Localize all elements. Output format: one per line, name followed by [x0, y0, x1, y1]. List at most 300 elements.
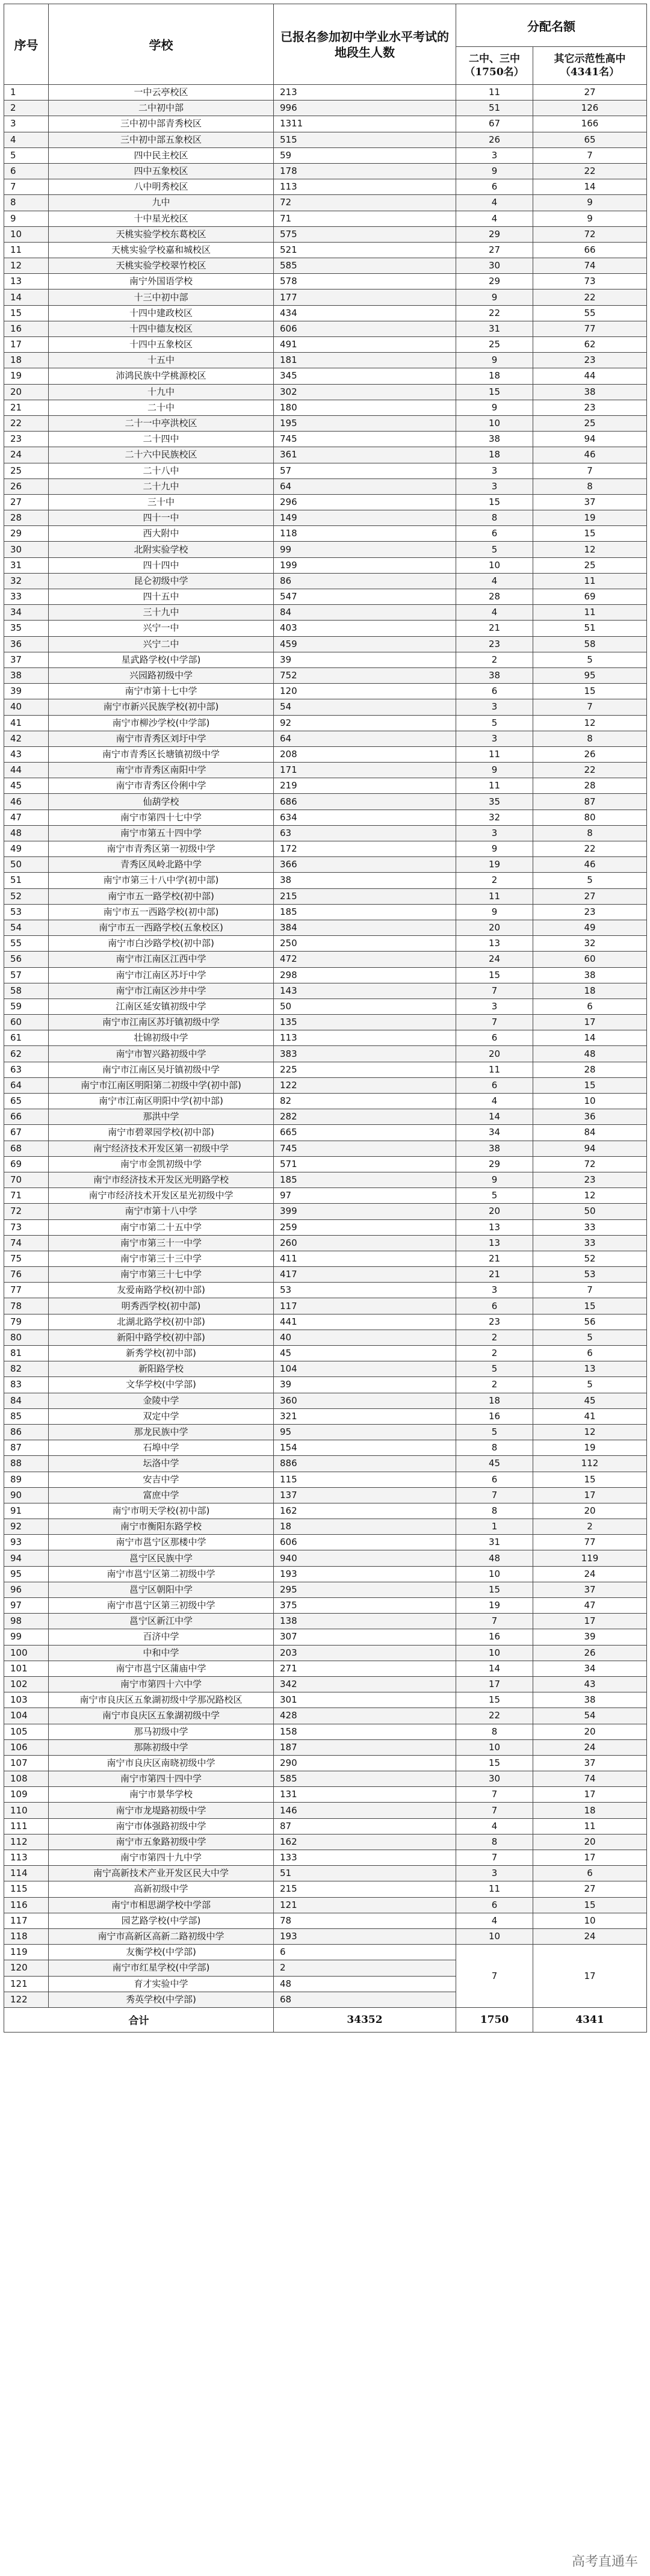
row-registered: 491 — [274, 337, 456, 353]
row-quota-b: 65 — [533, 132, 647, 147]
row-index: 35 — [4, 621, 49, 636]
row-registered: 181 — [274, 353, 456, 368]
row-quota-a: 67 — [456, 116, 533, 132]
row-quota-a: 27 — [456, 242, 533, 258]
table-row — [4, 605, 647, 621]
row-quota-a: 38 — [456, 432, 533, 447]
row-quota-a: 13 — [456, 1235, 533, 1251]
table-row — [4, 1661, 647, 1676]
row-quota-b: 69 — [533, 589, 647, 605]
row-quota-a: 32 — [456, 810, 533, 825]
row-registered: 71 — [274, 211, 456, 226]
row-registered: 113 — [274, 179, 456, 195]
row-index: 89 — [4, 1472, 49, 1487]
table-row — [4, 179, 647, 195]
row-index: 107 — [4, 1755, 49, 1771]
row-index: 1 — [4, 85, 49, 101]
table-row — [4, 1897, 647, 1913]
table-row — [4, 1361, 647, 1377]
row-index: 22 — [4, 415, 49, 431]
row-index: 49 — [4, 841, 49, 857]
row-registered: 171 — [274, 763, 456, 778]
row-index: 9 — [4, 211, 49, 226]
row-school: 育才实验中学 — [49, 1976, 274, 1992]
row-school: 南宁市青秀区长塘镇初级中学 — [49, 746, 274, 762]
allocation-table — [4, 4, 647, 2033]
table-row — [4, 1771, 647, 1787]
row-registered: 45 — [274, 1346, 456, 1361]
row-quota-a: 4 — [456, 1913, 533, 1928]
row-quota-a: 30 — [456, 1771, 533, 1787]
row-quota-a: 15 — [456, 384, 533, 400]
row-quota-a: 8 — [456, 510, 533, 526]
table-row — [4, 1440, 647, 1456]
row-quota-b: 46 — [533, 857, 647, 873]
row-registered: 193 — [274, 1566, 456, 1582]
row-quota-a: 9 — [456, 1172, 533, 1187]
table-row — [4, 1219, 647, 1235]
row-school: 南宁市江南区明阳中学(初中部) — [49, 1094, 274, 1109]
row-school: 三中初中部青秀校区 — [49, 116, 274, 132]
row-school: 北湖北路学校(初中部) — [49, 1314, 274, 1330]
row-quota-b: 48 — [533, 1046, 647, 1062]
table-row — [4, 1456, 647, 1472]
row-quota-b: 28 — [533, 778, 647, 794]
row-school: 南宁市第三十三中学 — [49, 1251, 274, 1266]
row-school: 壮锦初级中学 — [49, 1030, 274, 1046]
row-registered: 434 — [274, 305, 456, 321]
table-row — [4, 794, 647, 810]
table-row — [4, 825, 647, 841]
row-quota-b: 15 — [533, 1298, 647, 1314]
row-quota-b: 18 — [533, 983, 647, 999]
row-quota-a: 4 — [456, 211, 533, 226]
row-quota-a: 2 — [456, 1346, 533, 1361]
row-index: 86 — [4, 1424, 49, 1440]
row-registered: 38 — [274, 873, 456, 888]
row-index: 113 — [4, 1850, 49, 1866]
table-row — [4, 1550, 647, 1566]
row-index: 75 — [4, 1251, 49, 1266]
row-school: 南宁市邕宁区那楼中学 — [49, 1535, 274, 1550]
row-quota-a: 1 — [456, 1519, 533, 1535]
row-quota-a: 7 — [456, 983, 533, 999]
row-registered: 97 — [274, 1188, 456, 1204]
total-label: 合计 — [4, 2007, 274, 2032]
total-quota-a: 1750 — [456, 2007, 533, 2032]
table-row — [4, 1109, 647, 1125]
row-index: 50 — [4, 857, 49, 873]
row-school: 南宁市第三十八中学(初中部) — [49, 873, 274, 888]
row-index: 98 — [4, 1614, 49, 1629]
row-index: 25 — [4, 463, 49, 478]
row-index: 122 — [4, 1992, 49, 2007]
row-school: 南宁市金凯初级中学 — [49, 1156, 274, 1172]
row-index: 15 — [4, 305, 49, 321]
row-registered: 118 — [274, 526, 456, 542]
row-quota-a: 9 — [456, 763, 533, 778]
row-quota-b: 22 — [533, 163, 647, 179]
row-school: 邕宁区朝阳中学 — [49, 1582, 274, 1597]
table-row — [4, 463, 647, 478]
row-quota-b: 14 — [533, 179, 647, 195]
row-quota-b: 12 — [533, 542, 647, 557]
row-quota-b: 8 — [533, 731, 647, 746]
header-registered: 已报名参加初中学业水平考试的地段生人数 — [274, 4, 456, 85]
row-quota-b: 66 — [533, 242, 647, 258]
row-school: 南宁市智兴路初级中学 — [49, 1046, 274, 1062]
row-index: 8 — [4, 195, 49, 211]
row-quota-b: 19 — [533, 1440, 647, 1456]
row-school: 北附实验学校 — [49, 542, 274, 557]
row-registered: 185 — [274, 1172, 456, 1187]
table-row — [4, 478, 647, 494]
row-quota-b: 27 — [533, 85, 647, 101]
row-index: 61 — [4, 1030, 49, 1046]
row-registered: 345 — [274, 368, 456, 384]
row-school: 南宁市第五十四中学 — [49, 825, 274, 841]
row-quota-b: 15 — [533, 526, 647, 542]
row-quota-a: 24 — [456, 952, 533, 967]
row-registered: 86 — [274, 573, 456, 589]
row-quota-a: 11 — [456, 85, 533, 101]
row-index: 43 — [4, 746, 49, 762]
table-row — [4, 163, 647, 179]
table-row — [4, 1945, 647, 1960]
row-school: 那洪中学 — [49, 1109, 274, 1125]
row-index: 45 — [4, 778, 49, 794]
table-row — [4, 573, 647, 589]
row-school: 天桃实验学校东葛校区 — [49, 226, 274, 242]
row-quota-a: 13 — [456, 936, 533, 952]
row-index: 94 — [4, 1550, 49, 1566]
row-quota-b: 15 — [533, 1897, 647, 1913]
row-registered: 72 — [274, 195, 456, 211]
row-registered: 39 — [274, 652, 456, 667]
table-row — [4, 305, 647, 321]
row-quota-b: 15 — [533, 1077, 647, 1093]
row-school: 九中 — [49, 195, 274, 211]
row-school: 十九中 — [49, 384, 274, 400]
row-school: 沛鸿民族中学桃源校区 — [49, 368, 274, 384]
row-index: 84 — [4, 1393, 49, 1408]
header-quota-group: 分配名额 — [456, 4, 647, 47]
header-quota-a-label: 二中、三中 — [469, 53, 520, 65]
row-quota-a: 28 — [456, 589, 533, 605]
row-registered: 886 — [274, 1456, 456, 1472]
row-quota-b: 44 — [533, 368, 647, 384]
row-quota-b: 17 — [533, 1787, 647, 1803]
row-registered: 193 — [274, 1928, 456, 1944]
table-row — [4, 1818, 647, 1834]
table-row — [4, 667, 647, 683]
row-registered: 39 — [274, 1377, 456, 1393]
row-index: 31 — [4, 557, 49, 573]
row-index: 41 — [4, 715, 49, 731]
row-quota-b: 39 — [533, 1629, 647, 1645]
table-row — [4, 337, 647, 353]
table-row — [4, 778, 647, 794]
row-quota-a: 6 — [456, 1030, 533, 1046]
row-quota-b: 72 — [533, 1156, 647, 1172]
row-registered: 162 — [274, 1503, 456, 1519]
row-registered: 113 — [274, 1030, 456, 1046]
row-registered: 745 — [274, 1141, 456, 1156]
row-school: 南宁市第十八中学 — [49, 1204, 274, 1219]
row-quota-a: 22 — [456, 1708, 533, 1724]
row-quota-b: 52 — [533, 1251, 647, 1266]
row-quota-b: 45 — [533, 1393, 647, 1408]
row-registered: 149 — [274, 510, 456, 526]
row-index: 34 — [4, 605, 49, 621]
row-quota-b: 13 — [533, 1361, 647, 1377]
table-row — [4, 715, 647, 731]
row-quota-a: 10 — [456, 415, 533, 431]
table-row — [4, 936, 647, 952]
row-index: 40 — [4, 699, 49, 715]
row-quota-b: 95 — [533, 667, 647, 683]
row-school: 南宁市龙堤路初级中学 — [49, 1803, 274, 1818]
row-quota-b: 24 — [533, 1739, 647, 1755]
row-quota-a: 2 — [456, 652, 533, 667]
row-quota-a: 6 — [456, 526, 533, 542]
row-quota-b: 53 — [533, 1267, 647, 1283]
row-quota-b: 87 — [533, 794, 647, 810]
row-school: 石埠中学 — [49, 1440, 274, 1456]
row-school: 坛洛中学 — [49, 1456, 274, 1472]
row-registered: 399 — [274, 1204, 456, 1219]
row-quota-b: 6 — [533, 1866, 647, 1881]
row-registered: 342 — [274, 1676, 456, 1692]
row-quota-b: 24 — [533, 1928, 647, 1944]
row-index: 10 — [4, 226, 49, 242]
row-quota-a: 2 — [456, 1377, 533, 1393]
table-row — [4, 1676, 647, 1692]
row-quota-b: 112 — [533, 1456, 647, 1472]
row-school: 南宁市第四十六中学 — [49, 1676, 274, 1692]
row-quota-b: 37 — [533, 1582, 647, 1597]
row-registered: 158 — [274, 1724, 456, 1739]
row-index: 30 — [4, 542, 49, 557]
table-row — [4, 1803, 647, 1818]
table-row — [4, 699, 647, 715]
row-school: 兴宁一中 — [49, 621, 274, 636]
row-school: 兴园路初级中学 — [49, 667, 274, 683]
row-registered: 40 — [274, 1330, 456, 1345]
row-registered: 361 — [274, 447, 456, 463]
row-index: 23 — [4, 432, 49, 447]
row-school: 十五中 — [49, 353, 274, 368]
row-quota-b: 27 — [533, 1881, 647, 1897]
row-registered: 940 — [274, 1550, 456, 1566]
row-school: 一中云亭校区 — [49, 85, 274, 101]
row-index: 99 — [4, 1629, 49, 1645]
row-quota-a: 4 — [456, 1818, 533, 1834]
table-row — [4, 952, 647, 967]
row-quota-b: 9 — [533, 195, 647, 211]
row-quota-a: 9 — [456, 841, 533, 857]
row-school: 南宁市红星学校(中学部) — [49, 1960, 274, 1976]
row-quota-a: 2 — [456, 1330, 533, 1345]
row-index: 46 — [4, 794, 49, 810]
table-row — [4, 920, 647, 935]
row-quota-a: 3 — [456, 1283, 533, 1298]
row-quota-b: 24 — [533, 1566, 647, 1582]
table-row — [4, 384, 647, 400]
row-index: 7 — [4, 179, 49, 195]
row-school: 南宁市江南区吴圩镇初级中学 — [49, 1062, 274, 1077]
row-school: 南宁市江南区苏圩中学 — [49, 967, 274, 983]
row-quota-a: 19 — [456, 857, 533, 873]
row-quota-a: 23 — [456, 636, 533, 652]
row-school: 南宁市经济技术开发区光明路学校 — [49, 1172, 274, 1187]
row-registered: 259 — [274, 1219, 456, 1235]
row-index: 106 — [4, 1739, 49, 1755]
row-index: 73 — [4, 1219, 49, 1235]
row-quota-a: 7 — [456, 1803, 533, 1818]
row-quota-a: 3 — [456, 825, 533, 841]
row-quota-a: 11 — [456, 1881, 533, 1897]
row-school: 友衡学校(中学部) — [49, 1945, 274, 1960]
row-index: 93 — [4, 1535, 49, 1550]
total-registered: 34352 — [274, 2007, 456, 2032]
table-row — [4, 1708, 647, 1724]
row-school: 南宁市第四十九中学 — [49, 1850, 274, 1866]
row-index: 96 — [4, 1582, 49, 1597]
table-body — [4, 85, 647, 2008]
table-row — [4, 1881, 647, 1897]
row-registered: 290 — [274, 1755, 456, 1771]
row-registered: 117 — [274, 1298, 456, 1314]
row-quota-a: 3 — [456, 999, 533, 1014]
row-registered: 302 — [274, 384, 456, 400]
row-school: 南宁市江南区沙井中学 — [49, 983, 274, 999]
row-quota-b: 5 — [533, 652, 647, 667]
table-row — [4, 101, 647, 116]
row-quota-a: 7 — [456, 1487, 533, 1503]
row-registered: 571 — [274, 1156, 456, 1172]
row-index: 109 — [4, 1787, 49, 1803]
row-registered: 172 — [274, 841, 456, 857]
table-row — [4, 195, 647, 211]
row-registered: 87 — [274, 1818, 456, 1834]
table-row — [4, 999, 647, 1014]
row-registered: 295 — [274, 1582, 456, 1597]
row-school: 百济中学 — [49, 1629, 274, 1645]
table-row — [4, 1125, 647, 1141]
row-quota-a: 7 — [456, 1787, 533, 1803]
row-registered: 143 — [274, 983, 456, 999]
row-quota-b: 94 — [533, 1141, 647, 1156]
row-school: 邕宁区新江中学 — [49, 1614, 274, 1629]
table-row — [4, 873, 647, 888]
row-index: 63 — [4, 1062, 49, 1077]
row-quota-a: 10 — [456, 1566, 533, 1582]
row-school: 秀英学校(中学部) — [49, 1992, 274, 2007]
table-row — [4, 1346, 647, 1361]
row-index: 70 — [4, 1172, 49, 1187]
row-registered: 122 — [274, 1077, 456, 1093]
row-index: 108 — [4, 1771, 49, 1787]
table-row — [4, 1535, 647, 1550]
row-quota-b: 51 — [533, 621, 647, 636]
row-school: 四十四中 — [49, 557, 274, 573]
table-row — [4, 1094, 647, 1109]
row-registered: 585 — [274, 1771, 456, 1787]
table-row — [4, 967, 647, 983]
row-quota-a: 34 — [456, 1125, 533, 1141]
row-school: 南宁市第四十七中学 — [49, 810, 274, 825]
table-row — [4, 542, 647, 557]
row-school: 那马初级中学 — [49, 1724, 274, 1739]
merged-quota-a: 7 — [456, 1945, 533, 2008]
row-school: 四中五象校区 — [49, 163, 274, 179]
table-row — [4, 1598, 647, 1614]
row-quota-b: 7 — [533, 463, 647, 478]
table-row — [4, 415, 647, 431]
row-quota-a: 9 — [456, 400, 533, 415]
row-registered: 606 — [274, 321, 456, 336]
quota-allocation-sheet — [4, 4, 646, 2033]
table-row — [4, 1015, 647, 1030]
row-registered: 48 — [274, 1976, 456, 1992]
row-quota-b: 5 — [533, 1377, 647, 1393]
table-row — [4, 1188, 647, 1204]
row-quota-b: 33 — [533, 1219, 647, 1235]
row-school: 邕宁区民族中学 — [49, 1550, 274, 1566]
row-registered: 78 — [274, 1913, 456, 1928]
table-row — [4, 1582, 647, 1597]
row-quota-b: 5 — [533, 873, 647, 888]
row-school: 十四中建政校区 — [49, 305, 274, 321]
row-registered: 745 — [274, 432, 456, 447]
row-index: 115 — [4, 1881, 49, 1897]
row-index: 102 — [4, 1676, 49, 1692]
row-quota-a: 7 — [456, 1015, 533, 1030]
table-row — [4, 1487, 647, 1503]
row-quota-a: 20 — [456, 1204, 533, 1219]
row-quota-a: 8 — [456, 1503, 533, 1519]
row-school: 十四中五象校区 — [49, 337, 274, 353]
row-quota-b: 17 — [533, 1850, 647, 1866]
row-quota-a: 3 — [456, 478, 533, 494]
row-school: 明秀西学校(初中部) — [49, 1298, 274, 1314]
row-quota-b: 26 — [533, 746, 647, 762]
row-registered: 213 — [274, 85, 456, 101]
row-quota-b: 11 — [533, 573, 647, 589]
row-quota-a: 10 — [456, 1645, 533, 1661]
table-row — [4, 147, 647, 163]
row-quota-a: 17 — [456, 1676, 533, 1692]
row-index: 95 — [4, 1566, 49, 1582]
row-index: 120 — [4, 1960, 49, 1976]
row-index: 42 — [4, 731, 49, 746]
watermark: 高考直通车 — [571, 2554, 638, 2569]
row-quota-b: 50 — [533, 1204, 647, 1219]
row-registered: 215 — [274, 1881, 456, 1897]
table-row — [4, 321, 647, 336]
row-quota-b: 72 — [533, 226, 647, 242]
row-registered: 428 — [274, 1708, 456, 1724]
row-registered: 162 — [274, 1834, 456, 1850]
row-quota-a: 18 — [456, 447, 533, 463]
table-row — [4, 1472, 647, 1487]
row-quota-a: 5 — [456, 1424, 533, 1440]
row-quota-a: 15 — [456, 1755, 533, 1771]
row-index: 36 — [4, 636, 49, 652]
row-school: 三十九中 — [49, 605, 274, 621]
row-school: 昆仑初级中学 — [49, 573, 274, 589]
